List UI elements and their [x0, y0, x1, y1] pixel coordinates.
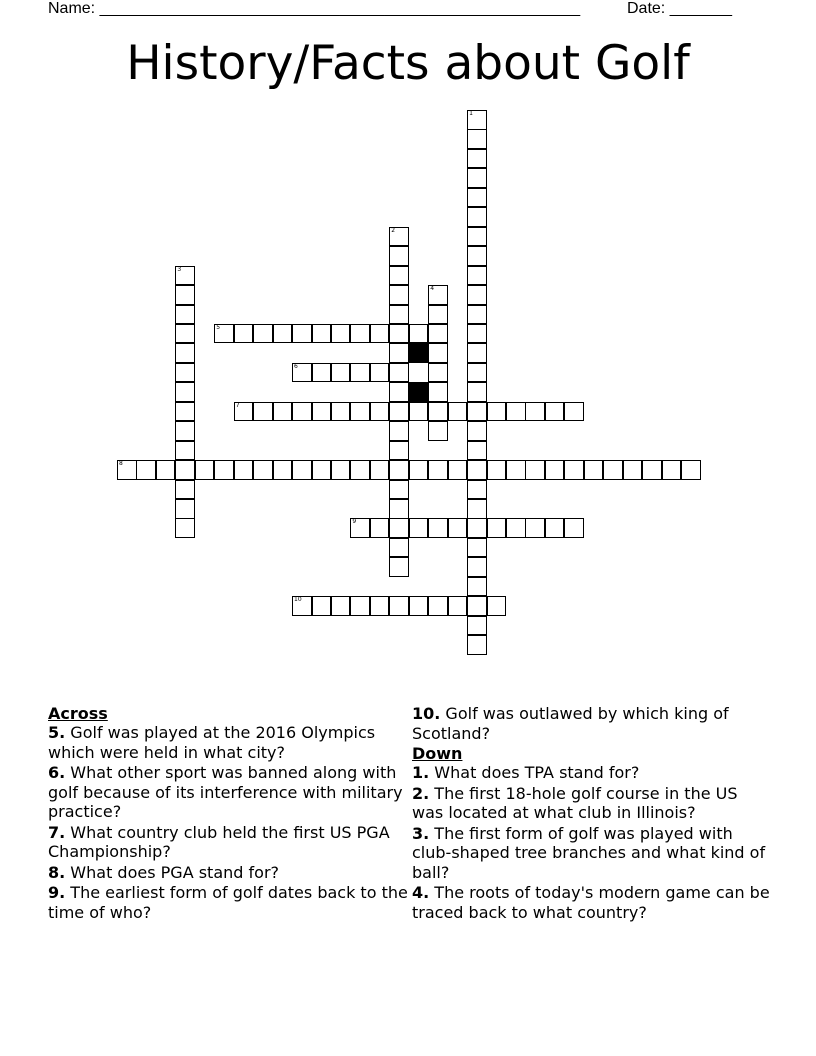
across-clue-list-continued [412, 704, 772, 743]
grid-cell[interactable] [487, 596, 507, 616]
clue-text: What does TPA stand for? [429, 763, 640, 782]
grid-cell[interactable] [331, 596, 351, 616]
grid-cell[interactable] [467, 402, 487, 422]
grid-cell[interactable] [195, 460, 215, 480]
clue-number: 7 [235, 401, 240, 409]
grid-cell[interactable] [428, 363, 448, 383]
grid-cell[interactable] [506, 460, 526, 480]
grid-cell[interactable] [253, 460, 273, 480]
clue-number-label: 1. [412, 763, 430, 782]
grid-cell[interactable] [467, 305, 487, 325]
grid-cell[interactable] [409, 460, 429, 480]
grid-cell[interactable] [525, 460, 545, 480]
grid-cell[interactable] [545, 460, 565, 480]
clue-number-label: 4. [412, 883, 430, 902]
grid-cell[interactable] [175, 402, 195, 422]
grid-cell[interactable] [156, 460, 176, 480]
grid-cell[interactable] [564, 402, 584, 422]
clue-across-2 [48, 823, 408, 862]
grid-cell[interactable] [467, 538, 487, 558]
grid-cell[interactable] [389, 518, 409, 538]
grid-cell[interactable] [467, 460, 487, 480]
clue-number-label: 9. [48, 883, 66, 902]
clue-number-label: 5. [48, 723, 66, 742]
clue-number-label: 10. [412, 704, 441, 723]
grid-cell[interactable] [214, 460, 234, 480]
clue-across-1 [48, 763, 408, 822]
grid-cell[interactable] [428, 402, 448, 422]
grid-cell[interactable] [428, 382, 448, 402]
grid-cell[interactable] [312, 596, 332, 616]
clues-column-left [48, 704, 408, 923]
grid-cell[interactable] [175, 285, 195, 305]
grid-cell[interactable] [331, 460, 351, 480]
grid-cell[interactable] [292, 460, 312, 480]
grid-cell[interactable] [350, 518, 370, 538]
clue-number-label: 6. [48, 763, 66, 782]
grid-cell[interactable] [506, 518, 526, 538]
grid-cell[interactable] [389, 305, 409, 325]
grid-cell[interactable] [389, 382, 409, 402]
grid-cell[interactable] [564, 460, 584, 480]
across-heading: Across [48, 704, 108, 723]
grid-cell[interactable] [467, 480, 487, 500]
date-field[interactable]: Date: _______ [627, 0, 732, 17]
grid-cell[interactable] [467, 363, 487, 383]
clue-number: 8 [119, 460, 123, 468]
clue-text: What other sport was banned along with golf because of its interference with military practice? [48, 763, 403, 821]
grid-cell[interactable] [681, 460, 701, 480]
grid-cell[interactable] [370, 460, 390, 480]
grid-cell[interactable] [506, 402, 526, 422]
grid-cell[interactable] [350, 402, 370, 422]
grid-cell[interactable] [467, 499, 487, 519]
grid-cell[interactable] [428, 518, 448, 538]
grid-cell[interactable] [623, 460, 643, 480]
grid-cell[interactable] [370, 363, 390, 383]
grid-cell[interactable] [175, 499, 195, 519]
grid-cell[interactable] [467, 188, 487, 208]
grid-cell[interactable] [467, 285, 487, 305]
grid-cell[interactable] [409, 402, 429, 422]
clue-number-label: 2. [412, 783, 430, 803]
grid-cell[interactable] [175, 441, 195, 461]
clue-down-3 [412, 883, 772, 922]
grid-cell[interactable] [428, 343, 448, 363]
grid-cell[interactable] [234, 324, 254, 344]
grid-cell[interactable] [409, 596, 429, 616]
grid-cell[interactable] [467, 616, 487, 636]
grid-cell[interactable] [448, 518, 468, 538]
grid-cell[interactable] [389, 266, 409, 286]
grid-cell[interactable] [389, 285, 409, 305]
grid-cell[interactable] [175, 266, 195, 286]
grid-cell[interactable] [389, 441, 409, 461]
grid-cell[interactable] [389, 596, 409, 616]
clue-text: The earliest form of golf dates back to the time of who? [48, 883, 408, 922]
clue-number-label: 3. [412, 823, 430, 843]
grid-cell[interactable] [175, 421, 195, 441]
across-clue-list [48, 723, 408, 922]
grid-cell[interactable] [642, 460, 662, 480]
grid-cell[interactable] [389, 246, 409, 266]
clue-down-1 [412, 784, 772, 823]
grid-cell[interactable] [370, 324, 390, 344]
grid-cell[interactable] [331, 324, 351, 344]
grid-cell[interactable] [175, 460, 195, 480]
grid-cell[interactable] [448, 402, 468, 422]
clue-text: The first form of golf was played with club-shaped tree branches and what kind of ball? [412, 823, 766, 882]
grid-cell[interactable] [350, 324, 370, 344]
grid-cell[interactable] [389, 499, 409, 519]
grid-cell[interactable] [175, 480, 195, 500]
grid-cell[interactable] [487, 518, 507, 538]
grid-block [409, 343, 429, 363]
grid-cell[interactable] [467, 382, 487, 402]
grid-cell[interactable] [525, 402, 545, 422]
grid-cell[interactable] [175, 324, 195, 344]
grid-cell[interactable] [545, 518, 565, 538]
grid-cell[interactable] [467, 129, 487, 149]
grid-cell[interactable] [448, 460, 468, 480]
clue-number: 9 [352, 518, 357, 526]
grid-cell[interactable] [292, 596, 312, 616]
clue-number: 1 [469, 110, 473, 117]
clue-number: 4 [430, 285, 435, 293]
grid-cell[interactable] [409, 518, 429, 538]
grid-cell[interactable] [370, 518, 390, 538]
grid-cell[interactable] [175, 305, 195, 325]
down-heading: Down [412, 744, 463, 763]
grid-cell[interactable] [350, 363, 370, 383]
clue-text: The roots of today's modern game can be traced back to what country? [412, 883, 770, 922]
grid-cell[interactable] [292, 324, 312, 344]
grid-cell[interactable] [253, 402, 273, 422]
grid-cell[interactable] [175, 518, 195, 538]
grid-cell[interactable] [467, 635, 487, 655]
clue-number: 10 [294, 596, 302, 604]
grid-cell[interactable] [175, 343, 195, 363]
grid-cell[interactable] [448, 596, 468, 616]
grid-cell[interactable] [136, 460, 156, 480]
grid-cell[interactable] [525, 518, 545, 538]
clue-number: 5 [216, 323, 221, 331]
grid-cell[interactable] [273, 460, 293, 480]
grid-cell[interactable] [467, 246, 487, 266]
grid-cell[interactable] [584, 460, 604, 480]
grid-cell[interactable] [428, 421, 448, 441]
grid-cell[interactable] [389, 343, 409, 363]
clue-across-0 [48, 723, 408, 762]
clue-text: The first 18-hole golf course in the US was located at what club in Illinois? [412, 783, 738, 822]
grid-cell[interactable] [389, 538, 409, 558]
grid-cell[interactable] [312, 402, 332, 422]
grid-cell[interactable] [467, 441, 487, 461]
grid-cell[interactable] [467, 168, 487, 188]
grid-cell[interactable] [370, 596, 390, 616]
grid-cell[interactable] [409, 324, 429, 344]
grid-cell[interactable] [564, 518, 584, 538]
clue-text: Golf was played at the 2016 Olympics which were held in what city? [48, 723, 376, 762]
grid-cell[interactable] [428, 285, 448, 305]
clue-down-0 [412, 763, 772, 783]
grid-cell[interactable] [467, 421, 487, 441]
grid-cell[interactable] [273, 402, 293, 422]
grid-cell[interactable] [253, 324, 273, 344]
grid-cell[interactable] [467, 324, 487, 344]
grid-cell[interactable] [487, 460, 507, 480]
clue-across-5 [412, 704, 772, 743]
grid-cell[interactable] [234, 402, 254, 422]
grid-cell[interactable] [389, 363, 409, 383]
page-title: History/Facts about Golf [126, 36, 690, 91]
grid-cell[interactable] [467, 343, 487, 363]
clue-down-2 [412, 824, 772, 883]
clue-text: What country club held the first US PGA Championship? [48, 822, 390, 861]
grid-cell[interactable] [428, 305, 448, 325]
grid-cell[interactable] [603, 460, 623, 480]
grid-cell[interactable] [467, 207, 487, 227]
grid-cell[interactable] [214, 324, 234, 344]
grid-cell[interactable] [312, 460, 332, 480]
grid-cell[interactable] [428, 460, 448, 480]
grid-cell[interactable] [467, 577, 487, 597]
down-clue-list [412, 763, 772, 922]
grid-block [409, 382, 429, 402]
grid-cell[interactable] [350, 460, 370, 480]
clues-column-right [412, 704, 772, 923]
grid-cell[interactable] [389, 480, 409, 500]
clue-number-label: 7. [48, 822, 66, 842]
clue-across-3 [48, 863, 408, 883]
grid-cell[interactable] [117, 460, 137, 480]
clue-number: 3 [177, 265, 182, 273]
grid-cell[interactable] [389, 227, 409, 247]
grid-cell[interactable] [312, 363, 332, 383]
grid-cell[interactable] [350, 596, 370, 616]
grid-cell[interactable] [662, 460, 682, 480]
grid-cell[interactable] [370, 402, 390, 422]
grid-cell[interactable] [389, 402, 409, 422]
grid-cell[interactable] [234, 460, 254, 480]
grid-cell[interactable] [467, 266, 487, 286]
clue-number: 2 [391, 226, 396, 234]
grid-cell[interactable] [545, 402, 565, 422]
clue-text: What does PGA stand for? [65, 862, 280, 882]
grid-cell[interactable] [389, 460, 409, 480]
grid-cell[interactable] [175, 382, 195, 402]
name-field[interactable]: Name: ______________________________________________________ [48, 0, 581, 17]
clue-text: Golf was outlawed by which king of Scotland? [412, 704, 729, 743]
grid-cell[interactable] [467, 227, 487, 247]
grid-cell[interactable] [389, 324, 409, 344]
grid-cell[interactable] [428, 324, 448, 344]
clue-number: 6 [294, 362, 298, 370]
grid-cell[interactable] [331, 402, 351, 422]
grid-cell[interactable] [175, 363, 195, 383]
grid-cell[interactable] [487, 402, 507, 422]
grid-cell[interactable] [467, 596, 487, 616]
grid-cell[interactable] [467, 557, 487, 577]
clue-across-4 [48, 883, 408, 922]
grid-cell[interactable] [292, 363, 312, 383]
grid-cell[interactable] [467, 518, 487, 538]
grid-cell[interactable] [467, 149, 487, 169]
grid-cell[interactable] [292, 402, 312, 422]
grid-cell[interactable] [389, 421, 409, 441]
grid-cell[interactable] [331, 363, 351, 383]
grid-cell[interactable] [467, 110, 487, 130]
grid-cell[interactable] [389, 557, 409, 577]
grid-cell[interactable] [428, 596, 448, 616]
grid-cell[interactable] [273, 324, 293, 344]
clue-number-label: 8. [48, 862, 66, 882]
grid-cell[interactable] [312, 324, 332, 344]
